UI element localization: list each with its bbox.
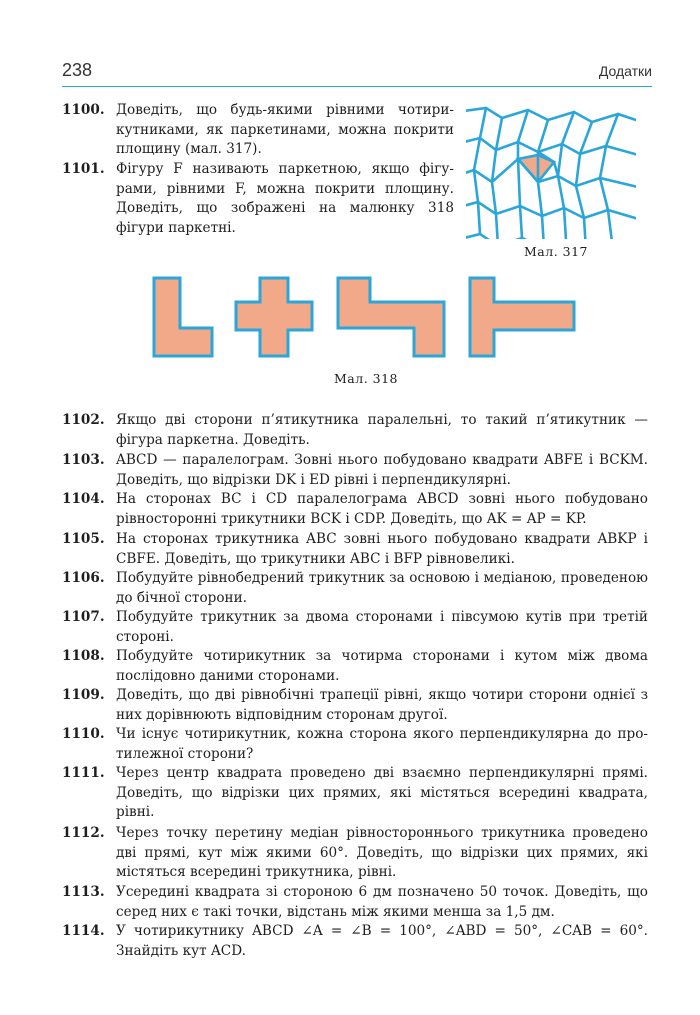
problem-number: 1102. xyxy=(62,412,105,428)
s-step-shape xyxy=(338,278,444,356)
figure-317-parquet xyxy=(466,104,636,239)
problem-number: 1112. xyxy=(62,825,105,841)
problem-text: Фігуру F називають паркетною, якщо фігурами, рівними F, можна покрити площину. Доведіть, що зображені на малюнку 318 фігури паркетні. xyxy=(116,161,454,236)
problem-text: Через центр квадрата проведено дві взаємно перпендикулярні прямі. Доведіть, що відрізки цих прямих, які містяться всередині квадрата, рівні. xyxy=(116,765,648,820)
problem-text: На сторонах BC і CD паралелограма ABCD зовні нього побудовано рівносторонні трикутники BCK і CDP. Доведіть, що AK = AP = KP. xyxy=(116,491,648,527)
problem-text: Побудуйте трикутник за двома сторонами і півсумою кутів при третій стороні. xyxy=(116,609,648,645)
problem-number: 1105. xyxy=(62,531,105,547)
problem-text: Доведіть, що будь-якими рівними чотирикутниками, як паркетинами, можна покрити площину (мал. 317). xyxy=(116,102,454,157)
page-header xyxy=(62,56,652,87)
problem-number: 1101. xyxy=(62,161,105,177)
page-number: 238 xyxy=(62,60,93,80)
problem-text: Побудуйте рівнобедрений трикутник за основою і медіаною, проведеною до бічної сторони. xyxy=(116,570,648,606)
problem-text: Доведіть, що дві рівнобічні трапеції рівні, якщо чотири сторони однієї з них дорівнюють відповідним сторонам другої. xyxy=(116,687,648,723)
problem-number: 1108. xyxy=(62,648,105,664)
section-title: Додатки xyxy=(598,63,652,79)
problem-number: 1114. xyxy=(62,923,105,939)
problem-number: 1104. xyxy=(62,491,105,507)
problem-number: 1111. xyxy=(62,765,105,781)
problem-text: Через точку перетину медіан рівностороннього трикутника проведено дві прямі, кут між якими 60°. Доведіть, що відрізки цих прямих, які містяться всередині трикутника, рівні. xyxy=(116,825,648,880)
problem-text: На сторонах трикутника ABC зовні нього побудовано квадрати ABKP і CBFE. Доведіть, що трикутники ABC і BFP рівновеликі. xyxy=(116,531,648,567)
problem-number: 1107. xyxy=(62,609,105,625)
figure-317-caption: Мал. 317 xyxy=(524,244,588,259)
t-shape xyxy=(470,278,574,356)
problem-text: Побудуйте чотирикутник за чотирма сторонами і кутом між двома послідовно даними сторонами. xyxy=(116,648,648,684)
problem-number: 1103. xyxy=(62,452,105,468)
problem-number: 1100. xyxy=(62,102,105,118)
problem-text: Чи існує чотирикутник, кожна сторона якого перпендикулярна до протилежної сторони? xyxy=(116,726,648,762)
problem-text: У чотирикутнику ABCD ∠A = ∠B = 100°, ∠ABD = 50°, ∠CAB = 60°. Знайдіть кут ACD. xyxy=(116,923,648,959)
figure-318-shapes xyxy=(148,272,580,364)
problem-number: 1110. xyxy=(62,726,105,742)
cross-shape xyxy=(236,278,312,356)
l-shape xyxy=(154,278,212,356)
problem-number: 1106. xyxy=(62,570,105,586)
figure-318-caption: Мал. 318 xyxy=(334,371,398,386)
problem-text: ABCD — паралелограм. Зовні нього побудовано квадрати ABFE і BCKM. Доведіть, що відрізки DK і ED рівні і перпендикулярні. xyxy=(116,452,648,488)
problem-number: 1109. xyxy=(62,687,105,703)
problem-number: 1113. xyxy=(62,884,105,900)
problem-text: Усередині квадрата зі стороною 6 дм позначено 50 точок. Доведіть, що серед них є такі точки, відстань між якими менша за 1,5 дм. xyxy=(116,884,648,920)
problem-text: Якщо дві сторони п’ятикутника паралельні, то такий п’ятикутник — фігура паркетна. Доведіть. xyxy=(116,412,648,448)
